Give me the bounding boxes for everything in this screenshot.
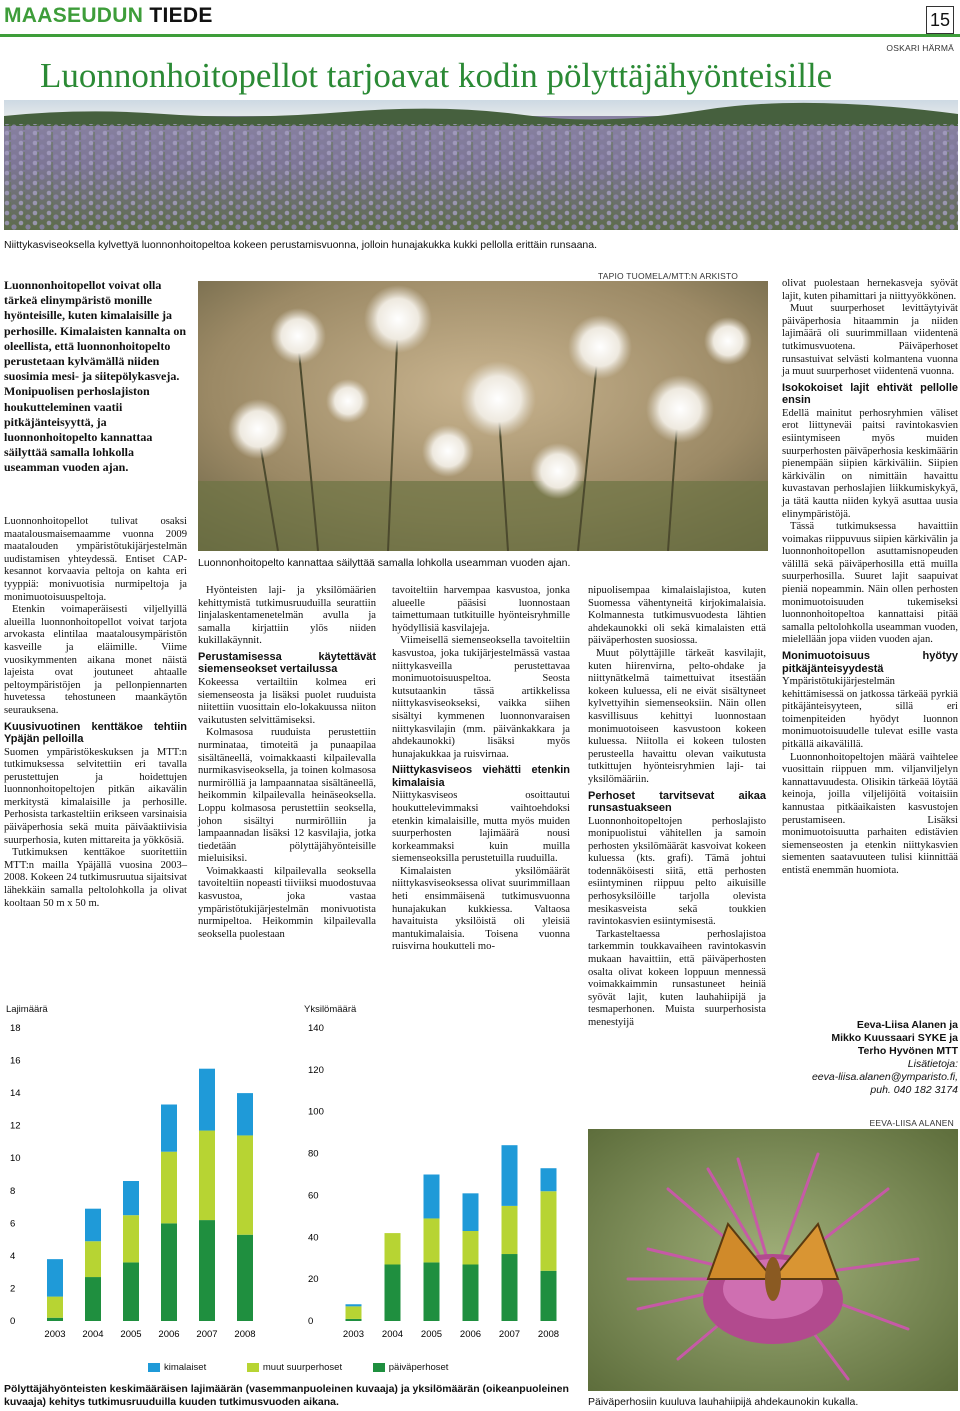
butterfly-photo [588, 1129, 958, 1391]
chart2-ytick: 0 [308, 1316, 314, 1327]
chart1-ytick: 12 [10, 1120, 21, 1132]
chart2-bar-2008-muut-suurperhoset [541, 1191, 557, 1271]
chart2-bar-2003-kimalaiset [346, 1304, 362, 1306]
legend-muut: muut suurperhoset [247, 1362, 342, 1373]
chart1-ylabel: Lajimäärä [6, 1004, 48, 1015]
chart2-ytick: 100 [308, 1106, 324, 1118]
chart1-bar-2007-kimalaiset [199, 1069, 215, 1131]
col4-p3: Luonnonhoitopeltojen perhoslajisto monipuolistui vähitellen ja samoin perhosten yksilömäärät kasvoivat kokeen kuluessa (kts. grafi). Tämä johtui todennäköisesti siitä, että perhosten esiintyminen riippuu pelto aikuisille perhosyksilöille tarjolla olevista mesikasveista sekä toukkien ravintokasvien esiintymisestä. [588, 815, 766, 928]
butterfly-photo-caption: Päiväperhosiin kuuluva lauhahiipijä ahdekaunokin kukalla. [588, 1396, 859, 1408]
chart2-bar-2006-kimalaiset [463, 1193, 479, 1231]
col3-p3: Niittykasviseos osoittautui houkuttelevimmaksi vaihtoehdoksi etenkin kimalaisille, mutta myös muiden suurperhosten lajimäärä nousi korkeammaksi kuin muilla siemenseoksilla perustetuilla ruuduilla. [392, 790, 570, 865]
col5-p6: Luonnonhoitopeltojen määrä vaihtelee vuosittain riippuen mm. viljanviljelyn kannattavuudesta. Olisikin tärkeää löytää keinoja, joilla viljelijöitä voitaisiin kannustaa pitkäaikaisten kasvustojen perustamiseen. Lisäksi monimuotoisuutta parhaiten edistävien siemenseosten ja etenkin niittykasvien siementen saatavuuteen tulisi kiinnittää entistä enemmän huomiota. [782, 751, 958, 876]
chart2-bar-2005-kimalaiset [424, 1175, 440, 1219]
legend-swatch-muut [247, 1363, 259, 1372]
chart2-xtick: 2004 [381, 1329, 404, 1340]
thistle-photo-credit: TAPIO TUOMELA/MTT:N ARKISTO [598, 271, 739, 281]
col5-p4: Tässä tutkimuksessa havaittiin voimakas riippuvuus siipien kärkivälin ja luonnonhoitopellon asuttamisnopeuden välillä sekä päiväperhosilla että muilla suurperhosilla. Suuret lajit saapuivat pieniä nopeammin. Näin ollen perhosten monimuotoisuuden tukemiseksi luonnonhoitopeltoa kannattaisi pitää samalla peltolohkolla useamman vuoden, mielellään jopa viiden vuoden ajan. [782, 521, 958, 646]
col4-p1: nipuolisempaa kimalaislajistoa, kuten Suomessa vähentyneitä kirjokimalaisia. Kolmannesta tutkimusvuodesta lähtien ahdekaunokki oli sekä kimalaisten että päiväperhosten suosiossa. [588, 585, 766, 647]
chart1-ytick: 10 [10, 1153, 21, 1165]
chart2-bar-2003-päiväperhoset [346, 1319, 362, 1321]
col3-p4: Kimalaisten yksilömäärät niittykasviseoksessa olivat suurimmillaan heti ensimmäisenä tutkimusvuonna hunajakukan kukkiessa. Valtaosa havaituista yksilöistä oli yleisiä mantukimalaisia. Toisena vuonna ruisvirna houkutteli mo- [392, 865, 570, 953]
column-4 [588, 585, 766, 1030]
charts [0, 1015, 580, 1355]
column-5 [782, 278, 958, 878]
chart2-bar-2004-muut-suurperhoset [385, 1233, 401, 1264]
chart1-bar-2004-kimalaiset [85, 1209, 101, 1242]
field-photo-illustration [4, 100, 958, 230]
chart2-bar-2006-muut-suurperhoset [463, 1231, 479, 1264]
thistle-photo-caption: Luonnonhoitopelto kannattaa säilyttää samalla lohkolla useamman vuoden ajan. [198, 557, 571, 569]
chart2-xtick: 2003 [342, 1329, 365, 1340]
legend-swatch-kimalaiset [148, 1363, 160, 1372]
legend-swatch-paiva [373, 1363, 385, 1372]
chart2-ytick: 40 [308, 1232, 319, 1244]
field-photo-caption: Niittykasviseoksella kylvettyä luonnonhoitopeltoa kokeen perustamisvuonna, jolloin hunajakukka kukki pellolla erittäin runsaana. [4, 239, 598, 251]
col4-p4: Tarkasteltaessa perhoslajistoa tarkemmin toukkavaiheen ravintokasvin mukaan havaittiin, että päiväperhosten osalta olivat kokeen loppuun mennessä voimakkaimmin runsastuneet heiniä syövät lajit, kuten lauhahiipijä ja tesmaperhonen. Muista suurperhosista menestyijä [588, 928, 766, 1028]
thistle-photo-illustration [198, 281, 768, 551]
chart1-bar-2003-päiväperhoset [47, 1318, 63, 1321]
chart1-bar-2006-muut-suurperhoset [161, 1152, 177, 1224]
chart2-ytick: 80 [308, 1148, 319, 1160]
col5-p2: Muut suurperhoset levittäytyivät päiväperhosia hitaammin ja niiden lajimäärä oli suurimmillaan viidentenä tutkimusvuotena. Päiväperhoset runsastuivat selvästi kolmantena vuonna ja muut suurperhoset viidentenä vuonna. [782, 303, 958, 378]
chart2-bar-2005-muut-suurperhoset [424, 1218, 440, 1262]
chart2-ytick: 140 [308, 1023, 324, 1034]
chart1-xtick: 2007 [196, 1329, 218, 1340]
chart2-ylabel: Yksilömäärä [304, 1004, 357, 1015]
headline: Luonnonhoitopellot tarjoavat kodin pölyttäjähyönteisille [40, 56, 833, 95]
col5-p3: Edellä mainitut perhosryhmien väliset erot liittyneväi paitsi ravintokasvien esiintymiseen myös muiden suurperhosten päiväperhosia keskimäärin pienempään siipien kärkiväliin. Siipien kärkivälin on nimittäin havaittu kuvastavan perhoslajien liikkumiskykyä, ja tätä kautta niiden kykyä asuttaa uusia elinympäristöjä. [782, 407, 958, 520]
chart1-ytick: 8 [10, 1185, 16, 1197]
col2-p3: Kolmasosa ruuduista perustettiin nurminataa, timoteitä ja punaapilaa sisältäneellä, voimakkaasti kilpailevalla nurmikasviseoksella, ja toinen kolmasosa nurmirölliä ja lampaannataa sisältäneellä, heikommin kilpailevalla heinäseoksella. Loppu kolmasosa perustettiin seoksella, johon sisältyi nurmirölliin ja lampaannadan lisäksi 12 kasvilajia, jotka tiedetään pölyttäjähyönteisille mieluisiksi. [198, 727, 376, 865]
chart1-bar-2008-päiväperhoset [237, 1235, 253, 1321]
col1-p1: Luonnonhoitopellot tulivat osaksi maatalousmaisemaamme vuonna 2009 maatalouden ympäristötukijärjestelmän uudistamisen yhteydessä. Entiset CAP-kesannot korvaavia peltoja on kahta eri tyyppiä: monivuotisia nurmipeltoja ja monimuotoisuuspeltoja. [4, 516, 187, 603]
col2-subheading: Perustamisessa käytettävät siemenseokset vertailussa [198, 650, 376, 676]
chart1-ytick: 14 [10, 1088, 21, 1100]
chart2-bar-2005-päiväperhoset [424, 1262, 440, 1321]
field-photo [4, 100, 958, 230]
chart2-bar-2007-kimalaiset [502, 1145, 518, 1206]
chart1-xtick: 2006 [158, 1329, 180, 1340]
chart1-bar-2006-kimalaiset [161, 1105, 177, 1152]
column-3 [392, 585, 570, 954]
chart2-bar-2006-päiväperhoset [463, 1264, 479, 1321]
chart1-bar-2006-päiväperhoset [161, 1223, 177, 1321]
chart2-ytick: 120 [308, 1064, 324, 1076]
photo-credit: OSKARI HÄRMÄ [886, 43, 954, 53]
col4-p2: Muut pölyttäjille tärkeät kasvilajit, kuten hiirenvirna, pelto-ohdake ja niittynätkelmä taimettuivat itsestään kokeen kuluessa, eli ne eivät sisältyneet kylvettyihin siemenseoksiin. Näin ollen kasvillisuus kehittyi luonnostaan monimuotoiseen kasvustoon kokeen kuluessa. Niitolla ei kokeen tulosten perusteella havaittu olevan vaikutusta tutkittujen hyönteisryhmien laji- tai yksilömääriin. [588, 647, 766, 785]
col5-subheading-2: Monimuotoisuus hyötyy pitkäjänteisyydestä [782, 650, 958, 675]
chart1-xtick: 2003 [44, 1329, 66, 1340]
byline [782, 1019, 958, 1097]
col4-subheading: Perhoset tarvitsevat aikaa runsastuakseen [588, 789, 766, 814]
legend-kimalaiset: kimalaiset [148, 1362, 206, 1373]
chart1-bar-2005-päiväperhoset [123, 1262, 139, 1321]
byline-authors-2: Mikko Kuussaari SYKE ja [831, 1032, 958, 1044]
butterfly-photo-illustration [588, 1129, 958, 1391]
chart1-bar-2007-muut-suurperhoset [199, 1131, 215, 1221]
butterfly-photo-credit: EEVA-LIISA ALANEN [869, 1118, 954, 1128]
byline-authors-1: Eeva-Liisa Alanen ja [856, 1019, 958, 1031]
col5-p1: olivat puolestaan hernekasveja syövät lajit, kuten pihamittari ja niittyyökkönen. [782, 278, 958, 302]
chart2-ytick: 20 [308, 1274, 319, 1286]
col3-subheading: Niittykasviseos viehätti etenkin kimalaisia [392, 764, 570, 789]
chart1-xtick: 2008 [234, 1329, 256, 1340]
chart1-ytick: 2 [10, 1283, 16, 1295]
col1-p3: Suomen ympäristökeskuksen ja MTT:n tutkimuksessa selvitettiin eri tavalla perustettujen ja hoidettujen luonnonhoitopeltojen pitkän aikavälin merkitystä kimalaisille ja perhosille. Perhosista tarkasteltiin erikseen varsinaisia päiväperhosia sekä muita päiväaktiivisia suurperhosia, kuten mittareita ja yökkösiä. [4, 746, 187, 846]
col5-p5: Ympäristötukijärjestelmän kehittämisessä on jatkossa tärkeää pyrkiä pitkäjänteisyyteen, sillä eri toimenpiteiden hyödyt luonnon monimuotoisuudelle tulevat esille vasta pitkällä aikavälillä. [782, 676, 958, 750]
chart1-xtick: 2004 [82, 1329, 104, 1340]
chart2-bar-2007-päiväperhoset [502, 1254, 518, 1321]
section-title: MAASEUDUN TIEDE [4, 4, 213, 27]
chart-caption: Pölyttäjähyönteisten keskimääräisen lajimäärän (vasemmanpuoleinen kuvaaja) ja yksilömäärän (oikeanpuoleinen kuvaaja) kehitys tutkimusruuduilla kuuden tutkimusvuoden aikana. [4, 1383, 569, 1408]
chart2-bar-2008-kimalaiset [541, 1168, 557, 1191]
chart2-bar-2007-muut-suurperhoset [502, 1206, 518, 1254]
chart2-xtick: 2008 [537, 1329, 560, 1340]
chart2-xtick: 2006 [459, 1329, 482, 1340]
chart1-ytick: 4 [10, 1250, 16, 1262]
chart1-bar-2003-muut-suurperhoset [47, 1297, 63, 1318]
col5-subheading-1: Isokokoiset lajit ehtivät pellolle ensin [782, 381, 958, 407]
byline-info-label: Lisätietoja: [907, 1058, 958, 1070]
lead-paragraph: Luonnonhoitopellot voivat olla tärkeä elinympäristö monille hyönteisille, kuten kimalaisille ja perhosille. Kimalaisten kannalta on oleellista, että luonnonhoitopelto perustetaan kylvämällä niiden suosimia mesi- ja siitepölykasveja. Monipuolisen perhoslajiston houkutteleminen vaatii pitkäjänteisyyttä, ja luonnonhoitopelto kannattaa säilyttää samalla lohkolla useamman vuoden ajan. [4, 278, 187, 475]
chart2-ytick: 60 [308, 1190, 319, 1202]
byline-email[interactable]: eeva-liisa.alanen@ymparisto.fi, [811, 1071, 958, 1083]
chart1-bar-2008-muut-suurperhoset [237, 1135, 253, 1234]
chart1-ytick: 6 [10, 1218, 16, 1230]
col2-p4: Voimakkaasti kilpailevalla seoksella tavoiteltiin nopeasti tiiviiksi muodostuvaa kasvustoa, joka vastaa ympäristötukijärjestelmän monivuotista nurmipeltoa. Heikommin kilpailevalla seoksella puolestaan [198, 865, 377, 940]
chart1-bar-2005-kimalaiset [123, 1181, 139, 1215]
chart1-xtick: 2005 [120, 1329, 142, 1340]
chart1-bar-2005-muut-suurperhoset [123, 1215, 139, 1262]
byline-authors-3: Terho Hyvönen MTT [857, 1045, 958, 1057]
chart2-bar-2004-päiväperhoset [385, 1264, 401, 1321]
legend-paiva: päiväperhoset [373, 1362, 449, 1373]
col3-p2: Viimeisellä siemenseoksella tavoiteltiin kasvustoa, joka tukijärjestelmässä vastaa niittykasveilla perustettavaa monimuotoisuuspeltoa. Seosta kutsutaankin tässä artikkelissa niittykasviseokseksi, vaikka siihen sisältyi kymmenen luonnonvaraisen niittykasvilajin (mm. päivänkakkara ja ahdekaunokki) lisäksi myös hunajakukkaa ja ruisvirnaa. [392, 635, 570, 760]
chart2-bar-2008-päiväperhoset [541, 1271, 557, 1321]
thistle-photo [198, 281, 768, 551]
chart2-bar-2003-muut-suurperhoset [346, 1306, 362, 1319]
col2-p1: Hyönteisten laji- ja yksilömäärien kehittymistä tutkimusruuduilla seurattiin linjalaskentamenetelmän avulla ja samalla kirjattiin ylös niiden kukillakäynnit. [198, 585, 376, 647]
chart1-bar-2007-päiväperhoset [199, 1220, 215, 1321]
column-1 [4, 516, 187, 910]
chart1-ytick: 18 [10, 1023, 21, 1034]
chart1-ytick: 0 [10, 1316, 16, 1327]
byline-phone: puh. 040 182 3174 [870, 1084, 958, 1096]
chart1-bar-2003-kimalaiset [47, 1259, 63, 1296]
chart-legend [148, 1362, 448, 1373]
chart1-ytick: 16 [10, 1055, 21, 1067]
page-number: 15 [926, 6, 954, 34]
col2-p2: Kokeessa vertailtiin kolmea eri siemenseosta ja lisäksi puolet ruuduista niitettiin vuosittain elo-lokakuussa niiton vaikutusten selvittämiseksi. [198, 676, 376, 726]
col1-p4: Tutkimuksen kenttäkoe suoritettiin MTT:n mailla Ypäjällä vuosina 2003–2008. Kokeen 24 tutkimusruutua sijaitsivat lähekkäin samalla peltolohkolla ja olivat kooltaan 50 m x 50 m. [4, 847, 187, 909]
chart1-bar-2008-kimalaiset [237, 1093, 253, 1135]
chart2-xtick: 2005 [420, 1329, 443, 1340]
chart1-bar-2004-muut-suurperhoset [85, 1241, 101, 1277]
chart2-xtick: 2007 [498, 1329, 521, 1340]
header-rule [0, 34, 960, 37]
col1-subheading: Kuusivuotinen kenttäkoe tehtiin Ypäjän pelloilla [4, 720, 187, 745]
col3-p1: tavoiteltiin harvempaa kasvustoa, jonka alueelle pääsisi luonnostaan taimettumaan tutkituille hyönteisryhmille hyödyllisiä kasvilajeja. [392, 585, 570, 634]
column-2 [198, 585, 376, 941]
chart1-bar-2004-päiväperhoset [85, 1277, 101, 1321]
col1-p2: Etenkin voimaperäisesti viljellyillä alueilla luonnonhoitopellot voivat tarjota arvokasta elintilaa maatalousympäristön kasveille ja eläimille. Viime vuosikymmenten aikana monet näistä lajeista ovat joutuneet ahtaalle peltoympäristöjen ja pellonpiennarten huvetessa tehostuneen maankäytön seurauksena. [4, 604, 187, 716]
